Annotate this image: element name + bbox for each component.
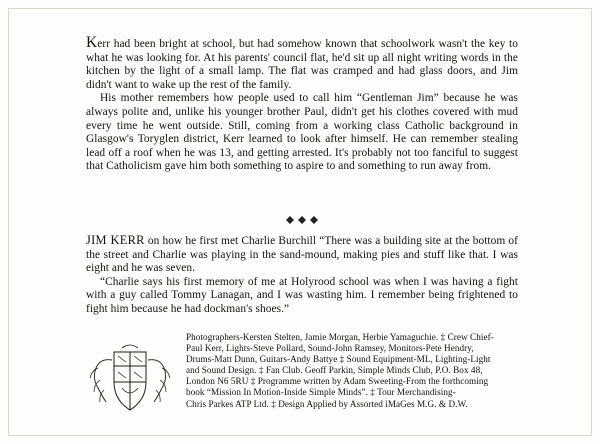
- credits-line: London N6 5RU ‡ Programme written by Adam Sweeting-From the forthcoming: [186, 376, 489, 387]
- article-section-two: [86, 234, 518, 317]
- diamond-icon: [298, 212, 306, 220]
- credits-line: Chris Parkes ATP Ltd. ‡ Design Applied by Assorted iMaGes M.G. & D.W.: [186, 398, 468, 409]
- credits-line: Drums-Matt Dunn, Guitars-Andy Battye ‡ Sound Equipment-ML, Lighting-Light: [186, 354, 491, 365]
- quote-paragraph-two-text: “Charlie says his first memory of me at Holyrood school was when I was having a fight with a guy called Tommy Lanagan, and I was wasting him. I remember being frightened to fight him because he had dockman's shoes.”: [86, 275, 518, 315]
- diamond-icon: [310, 212, 318, 220]
- credits-line: and Sound Design. ‡ Fan Club. Geoff Parkin, Simple Minds Club, P.O. Box 48,: [186, 365, 483, 376]
- heraldic-crest-icon: [84, 342, 176, 420]
- article-section-one: [86, 36, 518, 174]
- paragraph-two: [86, 92, 518, 174]
- paragraph-one-text: err had been bright at school, but had somehow known that schoolwork wasn't the key to what he was looking for. At his parents' council flat, he'd sit up all night writing words in the kitchen by the light of a small lamp. The flat was cramped and had glass doors, and Jim didn't want to wake up the rest of the family.: [86, 38, 518, 91]
- paragraph-one: [86, 36, 518, 92]
- section-divider: [86, 213, 518, 227]
- quote-paragraph-one-text: on how he first met Charlie Burchill “There was a building site at the bottom of the street and Charlie was playing in the sand-mound, making pies and stuff like that. I was eight and he was seven.: [86, 235, 518, 275]
- drop-cap-k: K: [86, 34, 98, 51]
- diamond-icon: [286, 212, 294, 220]
- credits-block: [186, 332, 516, 410]
- lead-smallcaps: JIM KERR: [86, 233, 145, 247]
- credits-line: book “Mission In Motion-Inside Simple Minds”. ‡ Tour Merchandising-: [186, 387, 456, 398]
- credits-line: Paul Kerr, Lights-Steve Pollard, Sound-John Ramsey, Monitors-Pete Hendry,: [186, 343, 474, 354]
- quote-paragraph-two: [86, 276, 518, 317]
- credits-line: Photographers-Kersten Stelten, Jamie Morgan, Herbie Yamaguchie. ‡ Crew Chief-: [186, 332, 494, 342]
- paragraph-two-text: His mother remembers how people used to call him “Gentleman Jim” because he was always polite and, unlike his younger brother Paul, didn't get his clothes covered with mud every time he went outside. Still, coming from a working class Catholic background in Glasgow's Toryglen district, Kerr learned to look after himself. He can remember stealing lead off a roof when he was 13, and getting arrested. It's probably not too fanciful to suggest that Catholicism gave him both something to aspire to and something to run away from.: [86, 92, 518, 173]
- quote-paragraph-one: [86, 234, 518, 276]
